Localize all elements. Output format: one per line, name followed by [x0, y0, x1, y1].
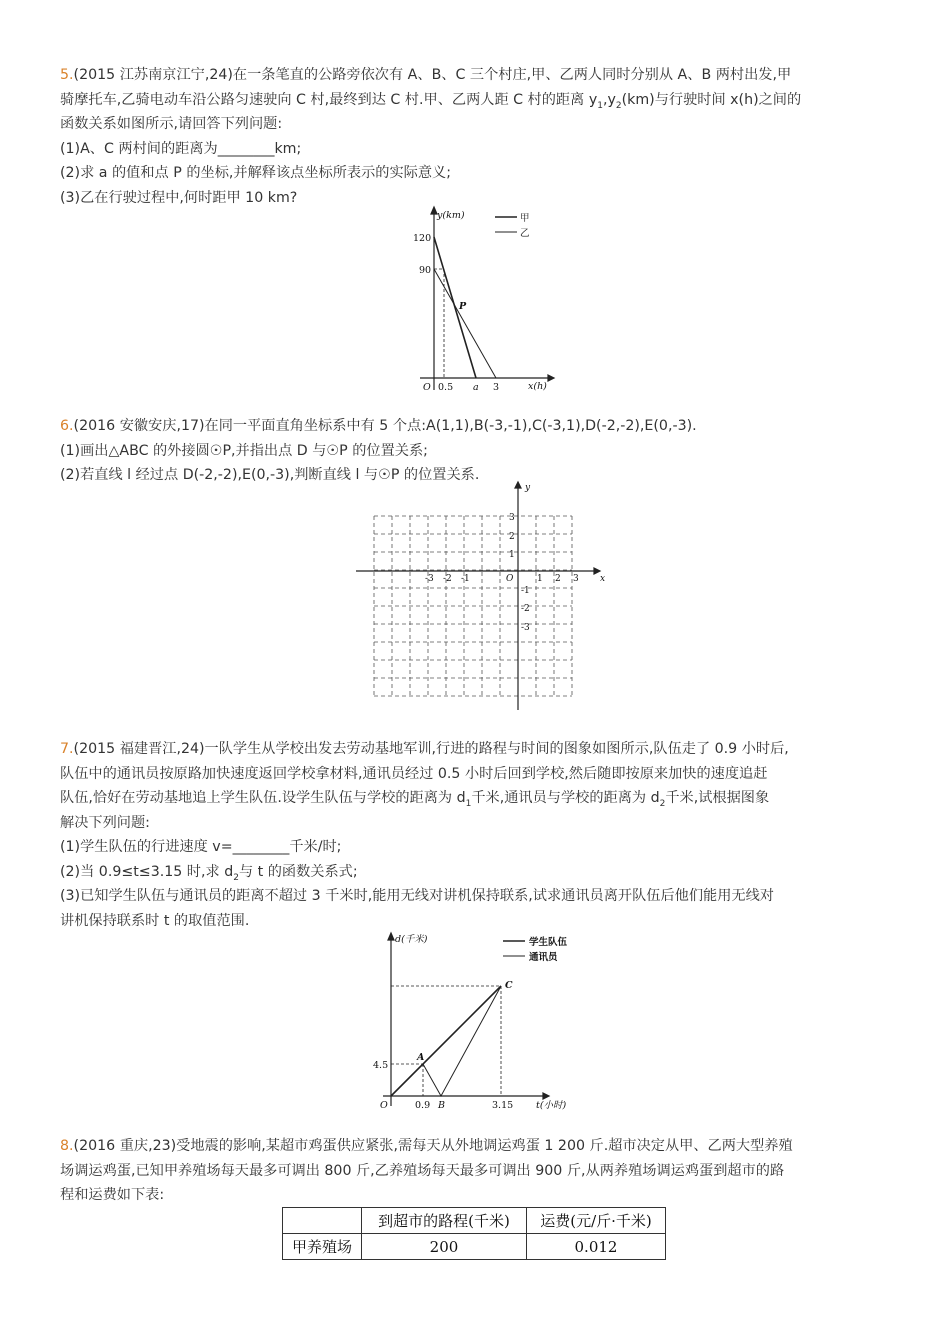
point-label: C: [505, 980, 513, 991]
problem-text: 程和运费如下表:: [60, 1187, 165, 1203]
subscript: 2: [615, 100, 622, 111]
x-axis-label: t(小时): [536, 1100, 567, 1111]
x-tick-label: 0.9: [415, 1100, 431, 1111]
transport-cost-table: [282, 1207, 666, 1260]
problem-text: 队伍,恰好在劳动基地追上学生队伍.设学生队伍与学校的距离为 d: [60, 790, 466, 806]
table-cell: 甲养殖场: [283, 1234, 362, 1260]
y-tick-label: 1: [509, 550, 515, 560]
y-axis-label: y(km): [437, 210, 465, 221]
problem-text: ,y: [602, 91, 616, 108]
table-row: [283, 1234, 666, 1260]
question-2: (2)求 a 的值和点 P 的坐标,并解释该点坐标所表示的实际意义;: [60, 165, 451, 181]
problem-text: 场调运鸡蛋,已知甲养殖场每天最多可调出 800 斤,乙养殖场每天最多可调出 900 斤,从两养殖场调运鸡蛋到超市的路: [60, 1162, 785, 1179]
table-header-row: [283, 1208, 666, 1234]
x-tick-label: -3: [425, 574, 434, 584]
x-tick-label: -2: [443, 574, 452, 584]
x-tick-label: B: [438, 1100, 445, 1111]
problem-number: 7.: [60, 741, 74, 757]
y-tick-label: 90: [419, 265, 432, 276]
problem-text: 千米,通讯员与学校的距离为 d: [471, 790, 660, 806]
problem-number: 6.: [60, 418, 74, 434]
problem-text: 与 t 的函数关系式;: [238, 863, 358, 880]
y-axis-label: d(千米): [395, 934, 428, 945]
question-3: (3)已知学生队伍与通讯员的距离不超过 3 千米时,能用无线对讲机保持联系,试求通讯员离开队伍后他们能用无线对: [60, 888, 774, 904]
coordinate-grid-6: [350, 480, 610, 715]
origin-label: O: [423, 382, 431, 393]
y-tick-label: 4.5: [373, 1060, 389, 1071]
x-tick-label: 1: [537, 574, 543, 584]
question-2: (2)若直线 l 经过点 D(-2,-2),E(0,-3),判断直线 l 与☉P 的位置关系.: [60, 467, 480, 483]
legend-label: 乙: [520, 228, 530, 239]
subscript: 2: [233, 872, 239, 883]
x-tick-label: 3.15: [492, 1100, 514, 1111]
problem-text: 函数关系如图所示,请回答下列问题:: [60, 116, 283, 132]
x-tick-label: a: [473, 382, 479, 393]
problem-number: 8.: [60, 1138, 74, 1154]
problem-text: (2015 福建晋江,24)一队学生从学校出发去劳动基地军训,行进的路程与时间的图象如图所示,队伍走了 0.9 小时后,: [73, 741, 789, 757]
x-tick-label: 0.5: [438, 382, 454, 393]
subscript: 1: [465, 798, 472, 809]
problem-5: [60, 63, 890, 210]
y-tick-label: -1: [521, 586, 530, 596]
problem-6: [60, 414, 890, 488]
legend-label: 通讯员: [529, 952, 558, 963]
table-header-cell: 运费(元/斤·千米): [527, 1208, 666, 1234]
distance-time-graph-5: [400, 200, 560, 395]
table-cell: 200: [362, 1234, 527, 1260]
x-tick-label: 2: [555, 574, 561, 584]
y-tick-label: -2: [521, 604, 530, 614]
problem-text: (2015 江苏南京江宁,24)在一条笔直的公路旁依次有 A、B、C 三个村庄,甲、乙两人同时分别从 A、B 两村出发,甲: [73, 67, 792, 83]
y-tick-label: -3: [521, 623, 530, 633]
distance-time-graph-7: [365, 930, 585, 1115]
question-2: (2)当 0.9≤t≤3.15 时,求 d: [60, 863, 234, 880]
legend-label: 甲: [520, 213, 530, 224]
problem-text: 讲机保持联系时 t 的取值范围.: [60, 912, 250, 929]
y-tick-label: 2: [509, 532, 515, 542]
x-tick-label: 3: [493, 382, 500, 393]
problem-text: 队伍中的通讯员按原路加快速度返回学校拿材料,通讯员经过 0.5 小时后回到学校,然后随即按原来加快的速度追赶: [60, 765, 768, 782]
question-1: (1)画出△ABC 的外接圆☉P,并指出点 D 与☉P 的位置关系;: [60, 442, 428, 459]
y-axis-label: y: [525, 483, 531, 493]
y-tick-label: 120: [413, 233, 432, 244]
subscript: 1: [597, 100, 603, 111]
origin-label: O: [506, 574, 514, 584]
problem-text: 骑摩托车,乙骑电动车沿公路匀速驶向 C 村,最终到达 C 村.甲、乙两人距 C 村的距离 y: [60, 91, 598, 108]
table-header-cell: [283, 1208, 362, 1234]
table-cell: 0.012: [527, 1234, 666, 1260]
x-axis-label: x(h): [528, 381, 547, 392]
x-tick-label: 3: [573, 574, 579, 584]
question-1: (1)A、C 两村间的距离为________km;: [60, 140, 302, 157]
point-label: P: [459, 301, 467, 312]
problem-text: (2016 重庆,23)受地震的影响,某超市鸡蛋供应紧张,需每天从外地调运鸡蛋 1 200 斤.超市决定从甲、乙两大型养殖: [73, 1138, 793, 1154]
x-tick-label: -1: [461, 574, 470, 584]
legend-label: 学生队伍: [529, 937, 568, 948]
problem-text: (km)与行驶时间 x(h)之间的: [621, 91, 802, 108]
question-1: (1)学生队伍的行进速度 v=________千米/时;: [60, 839, 342, 855]
problem-8: [60, 1134, 890, 1208]
problem-text: 解决下列问题:: [60, 814, 150, 831]
x-axis-label: x: [600, 574, 606, 584]
problem-number: 5.: [60, 67, 74, 83]
y-tick-label: 3: [509, 513, 515, 523]
problem-text: (2016 安徽安庆,17)在同一平面直角坐标系中有 5 个点:A(1,1),B(-3,-1),C(-3,1),D(-2,-2),E(0,-3).: [73, 418, 697, 434]
problem-7: [60, 737, 890, 933]
problem-text: 千米,试根据图象: [665, 790, 770, 806]
question-3: (3)乙在行驶过程中,何时距甲 10 km?: [60, 189, 298, 206]
point-label: A: [417, 1052, 425, 1063]
subscript: 2: [659, 798, 666, 809]
table-header-cell: 到超市的路程(千米): [362, 1208, 527, 1234]
origin-label: O: [380, 1100, 388, 1111]
